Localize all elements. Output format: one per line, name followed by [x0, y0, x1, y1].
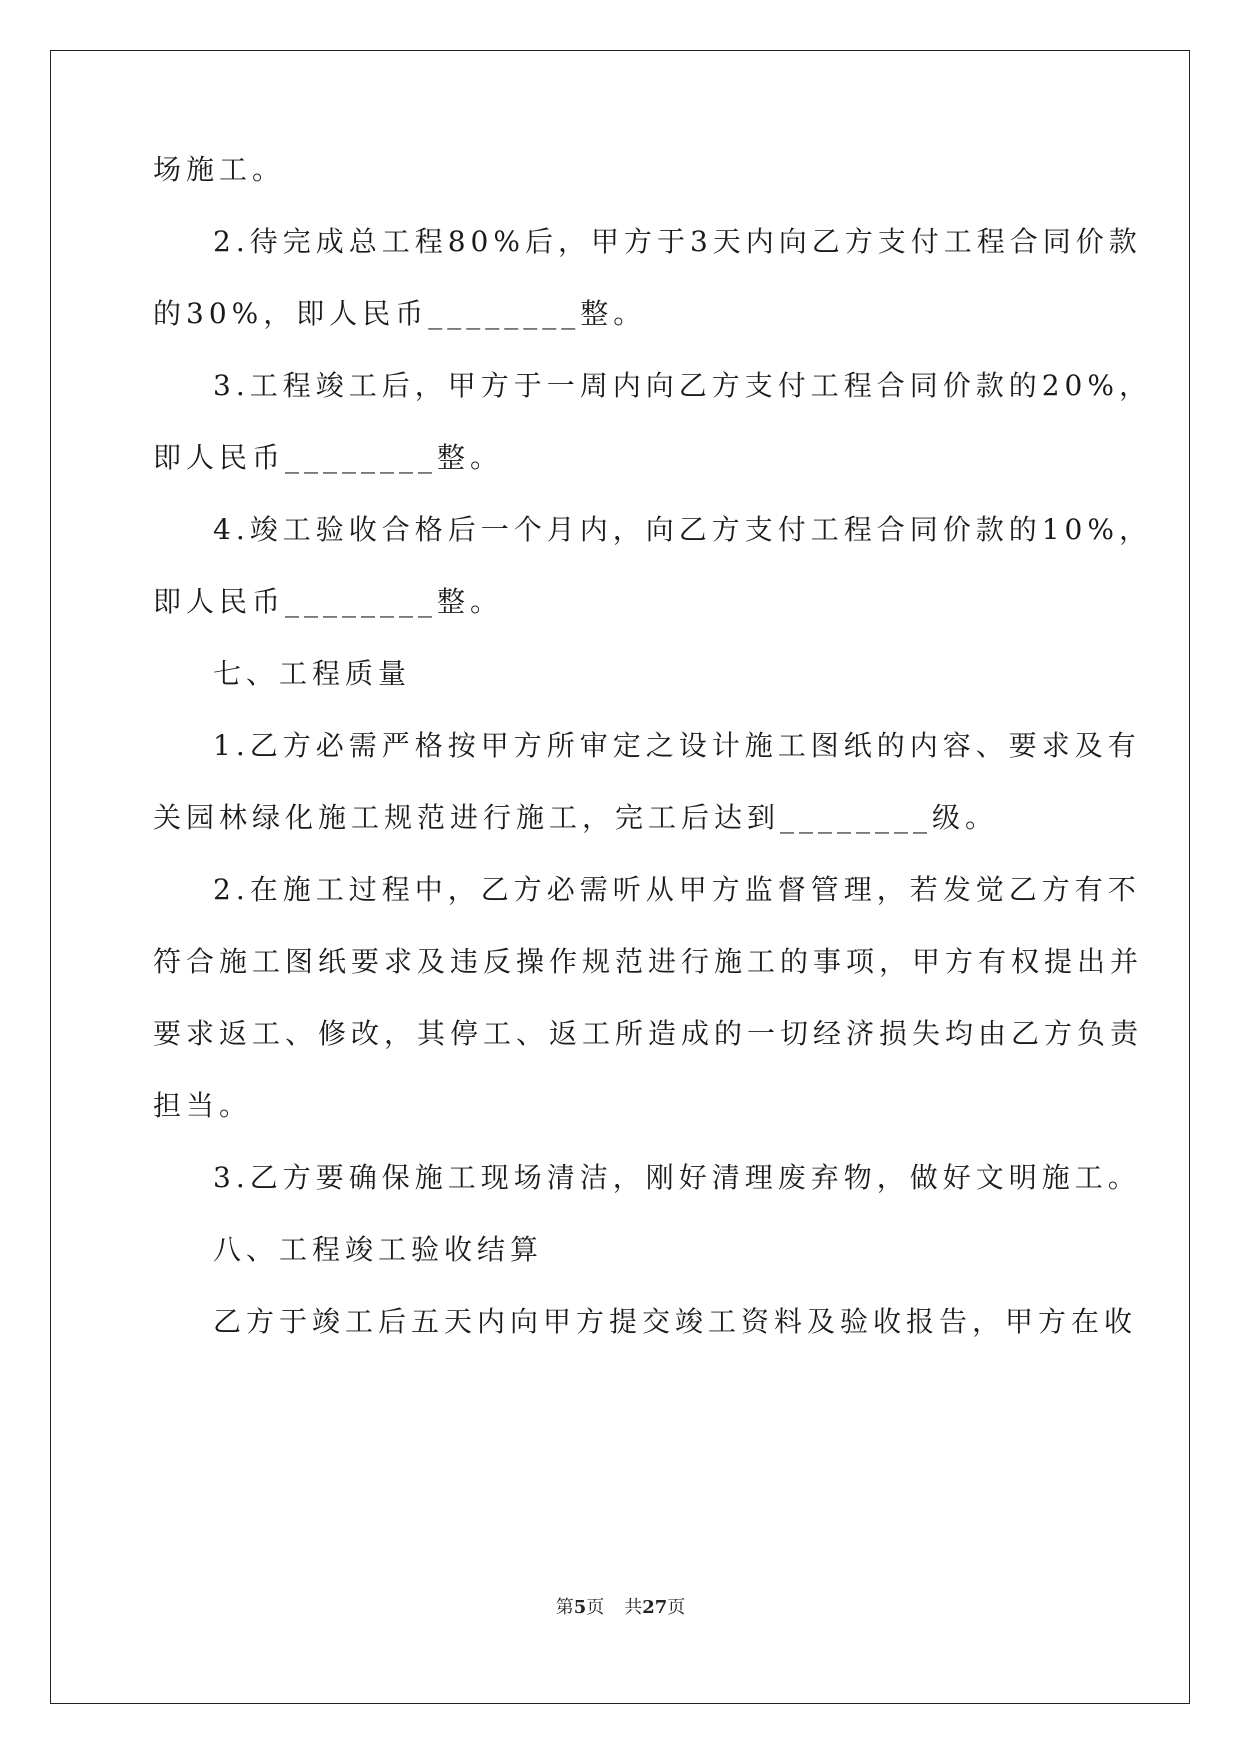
total-prefix: 共 — [624, 1597, 643, 1618]
body-line: 关园林绿化施工规范进行施工，完工后达到________级。 — [153, 801, 999, 834]
body-line: 即人民币________整。 — [153, 441, 504, 474]
total-suffix: 页 — [667, 1597, 686, 1618]
body-line: 场施工。 — [153, 153, 286, 186]
total-pages: 27 — [642, 1597, 668, 1618]
section-heading: 八、工程竣工验收结算 — [213, 1233, 544, 1266]
page-suffix: 页 — [586, 1597, 605, 1618]
body-line: 符合施工图纸要求及违反操作规范进行施工的事项，甲方有权提出并 — [153, 945, 1144, 978]
body-line: 3.工程竣工后，甲方于一周内向乙方支付工程合同价款的20%， — [213, 369, 1152, 402]
page-footer — [0, 1596, 1241, 1620]
page-number: 5 — [573, 1597, 587, 1618]
page-prefix: 第 — [555, 1597, 574, 1618]
body-line: 2.待完成总工程80%后，甲方于3天内向乙方支付工程合同价款 — [213, 225, 1142, 258]
section-heading: 七、工程质量 — [213, 657, 412, 690]
body-line: 担当。 — [153, 1089, 253, 1122]
body-line: 要求返工、修改，其停工、返工所造成的一切经济损失均由乙方负责 — [153, 1017, 1144, 1050]
body-line: 1.乙方必需严格按甲方所审定之设计施工图纸的内容、要求及有 — [213, 729, 1141, 762]
body-line: 2.在施工过程中，乙方必需听从甲方监督管理，若发觉乙方有不 — [213, 873, 1141, 906]
body-line: 3.乙方要确保施工现场清洁，刚好清理废弃物，做好文明施工。 — [213, 1161, 1141, 1194]
body-line: 乙方于竣工后五天内向甲方提交竣工资料及验收报告，甲方在收 — [213, 1305, 1138, 1338]
body-line: 4.竣工验收合格后一个月内，向乙方支付工程合同价款的10%， — [213, 513, 1152, 546]
body-line: 的30%，即人民币________整。 — [153, 297, 647, 330]
body-line: 即人民币________整。 — [153, 585, 504, 618]
